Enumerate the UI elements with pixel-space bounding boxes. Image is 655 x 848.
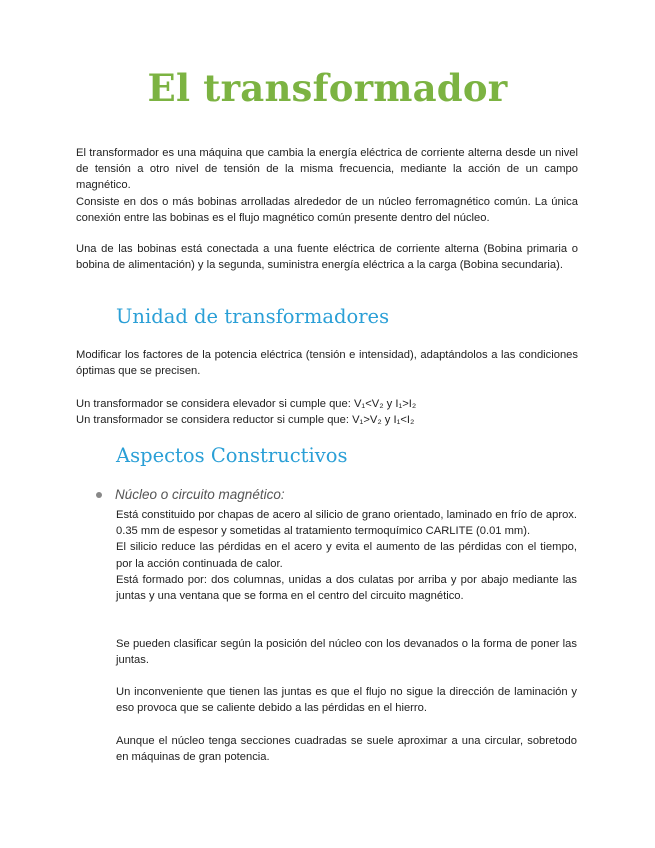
nucleo-paragraph-4: Se pueden clasificar según la posición del núcleo con los devanados o la forma de poner las juntas.	[116, 638, 577, 667]
nucleo-paragraph-1: Está constituido por chapas de acero al silicio de grano orientado, laminado en frío de aprox. 0.35 mm de espesor y sometidas al tratamiento termoquímico CARLITE (0.01 mm).	[116, 509, 577, 538]
nucleo-block-3	[116, 684, 577, 716]
nucleo-paragraph-5: Un inconveniente que tienen las juntas es que el flujo no sigue la dirección de laminación y eso provoca que se caliente debido a las pérdidas en el hierro.	[116, 686, 577, 715]
section-heading-aspectos: Aspectos Constructivos	[116, 444, 348, 467]
bullet-nucleo	[96, 487, 285, 502]
section1-conditions	[76, 396, 578, 428]
nucleo-block-1	[116, 507, 577, 604]
nucleo-block-4	[116, 733, 577, 765]
condition-elevador: Un transformador se considera elevador si cumple que: V₁<V₂ y I₁>I₂	[76, 398, 417, 410]
section1-block	[76, 347, 578, 379]
intro-paragraph-2: Consiste en dos o más bobinas arrolladas alrededor de un núcleo ferromagnético común. La única conexión entre las bobinas es el flujo magnético común presente dentro del núcleo.	[76, 195, 578, 224]
nucleo-paragraph-6: Aunque el núcleo tenga secciones cuadradas se suele aproximar a una circular, sobretodo en máquinas de gran potencia.	[116, 735, 577, 764]
bullet-dot-icon	[96, 492, 102, 498]
section-heading-unidad: Unidad de transformadores	[116, 305, 390, 328]
intro-paragraph-3: Una de las bobinas está conectada a una fuente eléctrica de corriente alterna (Bobina primaria o bobina de alimentación) y la segunda, suministra energía eléctrica a la carga (Bobina secundaria).	[76, 243, 578, 272]
intro-paragraph-1: El transformador es una máquina que cambia la energía eléctrica de corriente alterna desde un nivel de tensión a otro nivel de tensión de la misma frecuencia, mediante la acción de un campo magnético.	[76, 147, 578, 192]
page-title: El transformador	[147, 66, 508, 110]
intro-block-2	[76, 241, 578, 273]
bullet-nucleo-label: Núcleo o circuito magnético:	[115, 487, 285, 502]
intro-block	[76, 145, 578, 226]
nucleo-paragraph-3: Está formado por: dos columnas, unidas a dos culatas por arriba y por abajo mediante las juntas y una ventana que se forma en el centro del circuito magnético.	[116, 573, 577, 603]
section1-paragraph-1: Modificar los factores de la potencia eléctrica (tensión e intensidad), adaptándolos a las condiciones óptimas que se precisen.	[76, 349, 578, 378]
nucleo-block-2	[116, 636, 577, 668]
nucleo-paragraph-2: El silicio reduce las pérdidas en el acero y evita el aumento de las pérdidas con el tiempo, por la acción continuada de calor.	[116, 541, 577, 570]
condition-reductor: Un transformador se considera reductor si cumple que: V₁>V₂ y I₁<I₂	[76, 414, 415, 427]
